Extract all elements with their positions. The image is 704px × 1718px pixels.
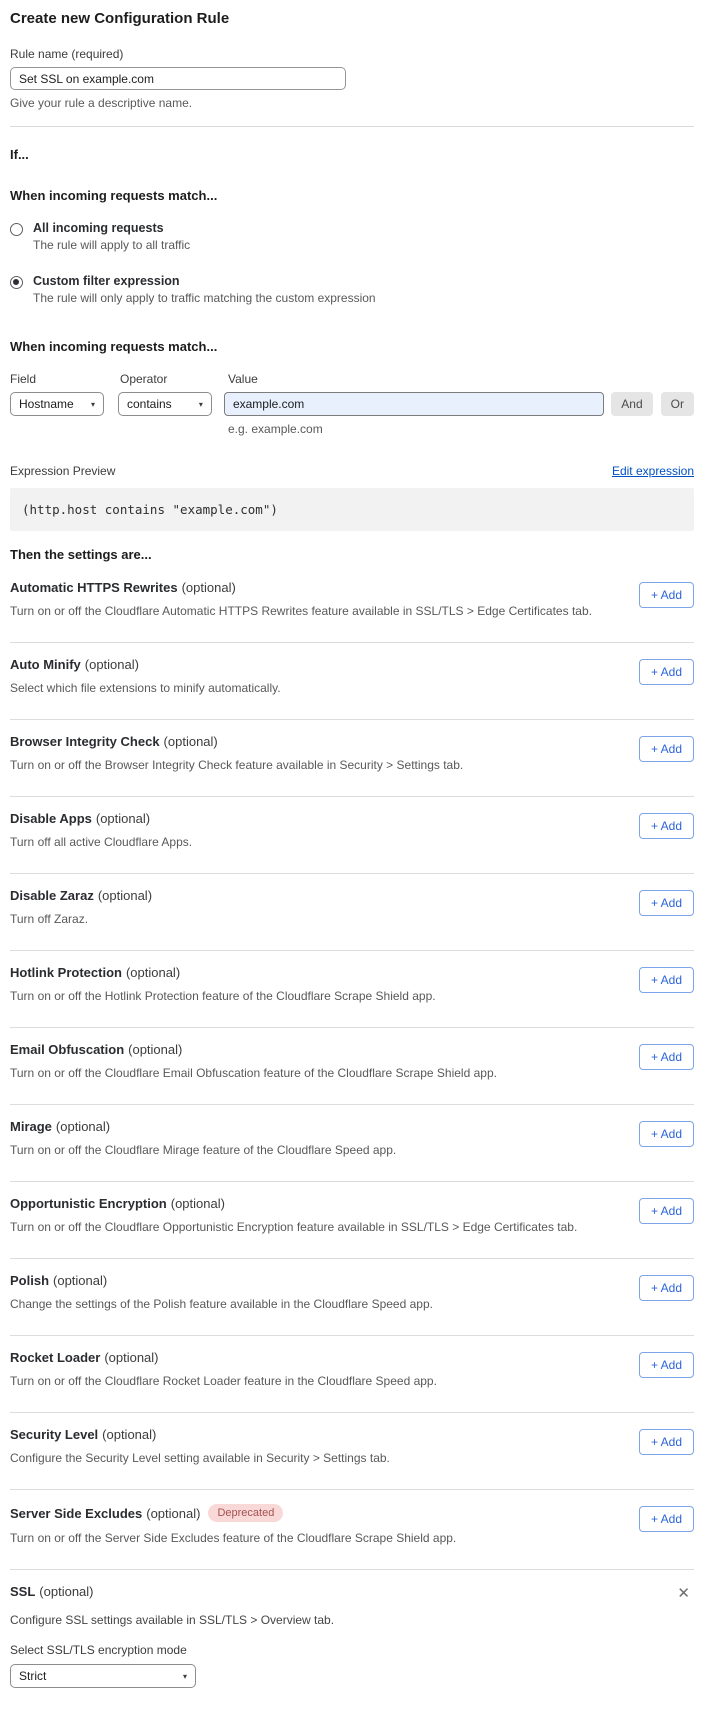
setting-name: Hotlink Protection bbox=[10, 965, 122, 980]
or-button[interactable]: Or bbox=[661, 392, 694, 416]
setting-name: Rocket Loader bbox=[10, 1350, 101, 1365]
setting-description: Turn on or off the Cloudflare Mirage feature of the Cloudflare Speed app. bbox=[10, 1143, 397, 1157]
optional-label: (optional) bbox=[84, 657, 139, 672]
optional-label: (optional) bbox=[104, 1350, 159, 1365]
setting-name: Opportunistic Encryption bbox=[10, 1196, 167, 1211]
radio-all-incoming-label: All incoming requests bbox=[33, 221, 164, 235]
setting-description: Turn off all active Cloudflare Apps. bbox=[10, 835, 193, 849]
setting-description: Turn on or off the Server Side Excludes feature of the Cloudflare Scrape Shield app. bbox=[10, 1531, 457, 1545]
rule-name-label: Rule name (required) bbox=[10, 47, 124, 61]
setting-item-auto-minify bbox=[10, 643, 694, 720]
setting-item-automatic-https-rewrites bbox=[10, 566, 694, 643]
setting-item-disable-zaraz bbox=[10, 874, 694, 951]
radio-all-incoming-icon[interactable] bbox=[10, 223, 23, 236]
optional-label: (optional) bbox=[181, 580, 236, 595]
setting-description: Configure the Security Level setting available in Security > Settings tab. bbox=[10, 1451, 390, 1465]
optional-label: (optional) bbox=[97, 888, 153, 903]
ssl-mode-value: Strict bbox=[19, 1669, 47, 1683]
setting-item-browser-integrity-check bbox=[10, 720, 694, 797]
setting-item-hotlink-protection bbox=[10, 951, 694, 1028]
setting-item-polish bbox=[10, 1259, 694, 1336]
setting-name: Browser Integrity Check bbox=[10, 734, 160, 749]
expression-code: (http.host contains "example.com") bbox=[10, 488, 694, 531]
setting-description: Select which file extensions to minify automatically. bbox=[10, 681, 281, 695]
expression-preview-header bbox=[10, 464, 694, 478]
setting-name: Disable Apps bbox=[10, 811, 92, 826]
setting-name: Automatic HTTPS Rewrites bbox=[10, 580, 178, 595]
optional-label: (optional) bbox=[170, 1196, 225, 1211]
operator-select[interactable] bbox=[118, 392, 212, 416]
deprecated-badge: Deprecated bbox=[208, 1504, 283, 1522]
setting-item-mirage bbox=[10, 1105, 694, 1182]
settings-list bbox=[10, 566, 694, 1688]
setting-name: Security Level bbox=[10, 1427, 99, 1442]
optional-label: (optional) bbox=[128, 1042, 183, 1057]
rule-name-input[interactable] bbox=[10, 67, 346, 90]
add-button[interactable]: + Add bbox=[639, 1121, 694, 1147]
and-button[interactable]: And bbox=[611, 392, 652, 416]
radio-custom-filter-desc: The rule will only apply to traffic matching the custom expression bbox=[33, 291, 376, 305]
field-select[interactable] bbox=[10, 392, 104, 416]
setting-description: Turn on or off the Cloudflare Automatic HTTPS Rewrites feature available in SSL/TLS > Edge Certificates tab. bbox=[10, 604, 592, 618]
section-divider bbox=[10, 126, 694, 127]
radio-all-incoming-desc: The rule will apply to all traffic bbox=[33, 238, 191, 252]
edit-expression-link[interactable]: Edit expression bbox=[611, 464, 694, 478]
setting-item-disable-apps bbox=[10, 797, 694, 874]
chevron-down-icon: ▾ bbox=[90, 399, 95, 409]
setting-description: Turn on or off the Cloudflare Opportunistic Encryption feature available in SSL/TLS > Edge Certificates tab. bbox=[10, 1220, 578, 1234]
optional-label: (optional) bbox=[39, 1584, 94, 1599]
operator-select-value: contains bbox=[126, 397, 172, 411]
page-title: Create new Configuration Rule bbox=[10, 10, 230, 27]
optional-label: (optional) bbox=[55, 1119, 111, 1134]
ssl-mode-label: Select SSL/TLS encryption mode bbox=[10, 1643, 187, 1657]
match-heading: When incoming requests match... bbox=[10, 188, 218, 203]
value-input[interactable] bbox=[224, 392, 604, 416]
radio-option-all-incoming[interactable] bbox=[10, 221, 694, 252]
add-button[interactable]: + Add bbox=[639, 1198, 694, 1224]
optional-label: (optional) bbox=[163, 734, 218, 749]
add-button[interactable]: + Add bbox=[639, 1506, 694, 1532]
add-button[interactable]: + Add bbox=[639, 659, 694, 685]
setting-item-ssl-expanded bbox=[10, 1570, 694, 1688]
optional-label: (optional) bbox=[95, 811, 151, 826]
setting-description: Turn off Zaraz. bbox=[10, 912, 89, 926]
add-button[interactable]: + Add bbox=[639, 1352, 694, 1378]
close-icon[interactable]: ✕ bbox=[677, 1585, 690, 1602]
builder-heading: When incoming requests match... bbox=[10, 339, 218, 354]
value-help: e.g. example.com bbox=[228, 422, 323, 436]
operator-label: Operator bbox=[120, 372, 168, 386]
add-button[interactable]: + Add bbox=[639, 890, 694, 916]
radio-custom-filter-icon[interactable] bbox=[10, 276, 23, 289]
setting-name: SSL bbox=[10, 1584, 36, 1599]
then-heading: Then the settings are... bbox=[10, 547, 152, 562]
setting-description: Turn on or off the Cloudflare Email Obfuscation feature of the Cloudflare Scrape Shield app. bbox=[10, 1066, 497, 1080]
setting-item-email-obfuscation bbox=[10, 1028, 694, 1105]
setting-description: Turn on or off the Cloudflare Rocket Loader feature in the Cloudflare Speed app. bbox=[10, 1374, 437, 1388]
add-button[interactable]: + Add bbox=[639, 736, 694, 762]
chevron-down-icon: ▾ bbox=[182, 1671, 187, 1681]
setting-description: Turn on or off the Hotlink Protection feature of the Cloudflare Scrape Shield app. bbox=[10, 989, 436, 1003]
optional-label: (optional) bbox=[125, 965, 181, 980]
radio-option-custom-filter[interactable] bbox=[10, 274, 694, 305]
radio-custom-filter-label: Custom filter expression bbox=[33, 274, 180, 288]
add-button[interactable]: + Add bbox=[639, 1429, 694, 1455]
setting-item-opportunistic-encryption bbox=[10, 1182, 694, 1259]
value-label: Value bbox=[228, 372, 258, 386]
add-button[interactable]: + Add bbox=[639, 582, 694, 608]
builder-labels-row bbox=[10, 372, 694, 386]
setting-name: Polish bbox=[10, 1273, 50, 1288]
setting-item-server-side-excludes bbox=[10, 1490, 694, 1570]
builder-controls-row bbox=[10, 392, 694, 416]
expression-preview-label: Expression Preview bbox=[10, 464, 116, 478]
rule-name-help: Give your rule a descriptive name. bbox=[10, 96, 193, 110]
add-button[interactable]: + Add bbox=[639, 1044, 694, 1070]
setting-description: Change the settings of the Polish feature available in the Cloudflare Speed app. bbox=[10, 1297, 433, 1311]
setting-name: Auto Minify bbox=[10, 657, 81, 672]
chevron-down-icon: ▾ bbox=[198, 399, 203, 409]
setting-name: Disable Zaraz bbox=[10, 888, 94, 903]
field-select-value: Hostname bbox=[19, 397, 74, 411]
field-label: Field bbox=[10, 372, 37, 386]
add-button[interactable]: + Add bbox=[639, 813, 694, 839]
ssl-mode-select[interactable] bbox=[10, 1664, 196, 1688]
if-heading: If... bbox=[10, 147, 29, 162]
optional-label: (optional) bbox=[53, 1273, 108, 1288]
ssl-description: Configure SSL settings available in SSL/TLS > Overview tab. bbox=[10, 1613, 335, 1627]
setting-item-security-level bbox=[10, 1413, 694, 1490]
optional-label: (optional) bbox=[146, 1505, 201, 1521]
setting-name: Email Obfuscation bbox=[10, 1042, 125, 1057]
add-button[interactable]: + Add bbox=[639, 1275, 694, 1301]
setting-name: Mirage bbox=[10, 1119, 52, 1134]
optional-label: (optional) bbox=[102, 1427, 157, 1442]
setting-description: Turn on or off the Browser Integrity Check feature available in Security > Settings tab. bbox=[10, 758, 464, 772]
setting-name: Server Side Excludes bbox=[10, 1505, 143, 1521]
setting-item-rocket-loader bbox=[10, 1336, 694, 1413]
add-button[interactable]: + Add bbox=[639, 967, 694, 993]
